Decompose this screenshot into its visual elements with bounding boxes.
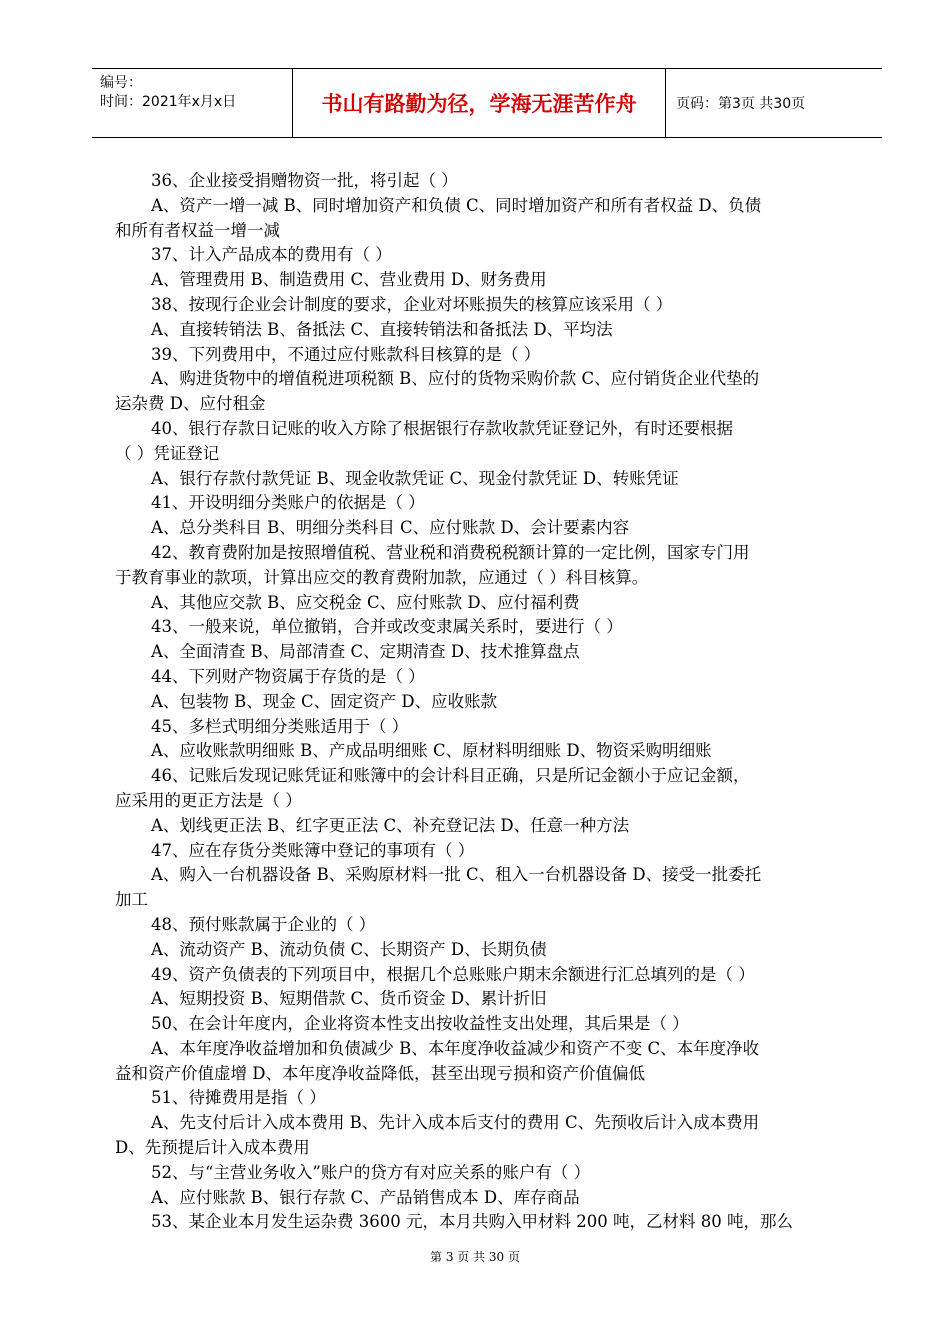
page-header [92,68,882,138]
text-line: A、全面清查 B、局部清查 C、定期清查 D、技术推算盘点 [151,642,580,662]
text-line: A、应收账款明细账 B、产成品明细账 C、原材料明细账 D、物资采购明细账 [151,741,712,761]
text-line: A、直接转销法 B、备抵法 C、直接转销法和备抵法 D、平均法 [151,319,613,339]
page-footer: 第 3 页 共 30 页 [430,1250,520,1264]
text-line: 51、待摊费用是指（ ） [151,1088,326,1108]
text-line: 42、教育费附加是按照增值税、营业税和消费税税额计算的一定比例，国家专门用 [151,542,750,562]
text-line: 48、预付账款属于企业的（ ） [151,914,376,934]
text-line: 41、开设明细分类账户的依据是（ ） [151,493,425,513]
time-label: 时间：2021年x月x日 [100,94,237,110]
text-line: D、先预提后计入成本费用 [115,1138,310,1158]
text-line: A、短期投资 B、短期借款 C、货币资金 D、累计折旧 [151,989,547,1009]
header-page-info: 页码：第3页 共30页 [676,96,806,112]
text-line: A、总分类科目 B、明细分类科目 C、应付账款 D、会计要素内容 [151,518,630,538]
text-line: 39、下列费用中，不通过应付账款科目核算的是（ ） [151,344,541,364]
text-line: A、应付账款 B、银行存款 C、产品销售成本 D、库存商品 [151,1187,580,1207]
text-line: 44、下列财产物资属于存货的是（ ） [151,666,425,686]
text-line: A、购进货物中的增值税进项税额 B、应付的货物采购价款 C、应付销货企业代垫的 [151,369,760,389]
text-line: A、包装物 B、现金 C、固定资产 D、应收账款 [151,691,498,711]
text-line: A、银行存款付款凭证 B、现金收款凭证 C、现金付款凭证 D、转账凭证 [151,468,679,488]
text-line: 52、与“主营业务收入”账户的贷方有对应关系的账户有（ ） [151,1162,591,1182]
text-line: A、先支付后计入成本费用 B、先计入成本后支付的费用 C、先预收后计入成本费用 [151,1113,760,1133]
document-body [115,169,860,1235]
text-line: 于教育事业的款项，计算出应交的教育费附加款，应通过（ ）科目核算。 [115,567,649,587]
text-line: A、本年度净收益增加和负债减少 B、本年度净收益减少和资产不变 C、本年度净收 [151,1038,760,1058]
text-line: 47、应在存货分类账簿中登记的事项有（ ） [151,840,475,860]
text-line: A、流动资产 B、流动负债 C、长期资产 D、长期负债 [151,939,547,959]
text-line: 应采用的更正方法是（ ） [115,790,302,810]
text-line: 49、资产负债表的下列项目中，根据几个总账账户期末余额进行汇总填列的是（ ） [151,964,755,984]
text-line: 和所有者权益一增一减 [115,220,280,240]
text-line: A、购入一台机器设备 B、采购原材料一批 C、租入一台机器设备 D、接受一批委托 [151,865,762,885]
text-line: 加工 [115,890,148,910]
text-line: 45、多栏式明细分类账适用于（ ） [151,716,409,736]
header-motto: 书山有路勤为径，学海无涯苦作舟 [292,69,666,137]
number-label: 编号： [100,75,142,91]
text-line: 53、某企业本月发生运杂费 3600 元，本月共购入甲材料 200 吨，乙材料 80 吨，那么 [151,1212,793,1232]
text-line: 50、在会计年度内，企业将资本性支出按收益性支出处理，其后果是（ ） [151,1014,689,1034]
header-meta [92,69,292,137]
text-line: A、管理费用 B、制造费用 C、营业费用 D、财务费用 [151,270,547,290]
text-line: A、划线更正法 B、红字更正法 C、补充登记法 D、任意一种方法 [151,815,630,835]
text-line: 43、一般来说，单位撤销，合并或改变隶属关系时，要进行（ ） [151,617,623,637]
text-line: （ ）凭证登记 [115,443,220,463]
text-line: 36、企业接受捐赠物资一批，将引起（ ） [151,171,458,190]
text-line: 运杂费 D、应付租金 [115,394,266,414]
text-line: A、资产一增一减 B、同时增加资产和负债 C、同时增加资产和所有者权益 D、负债 [151,195,762,215]
text-line: 益和资产价值虚增 D、本年度净收益降低，甚至出现亏损和资产价值偏低 [115,1063,645,1083]
text-line: A、其他应交款 B、应交税金 C、应付账款 D、应付福利费 [151,592,580,612]
text-line: 40、银行存款日记账的收入方除了根据银行存款收款凭证登记外，有时还要根据 [151,418,733,438]
text-line: 38、按现行企业会计制度的要求，企业对坏账损失的核算应该采用（ ） [151,294,673,314]
text-line: 37、计入产品成本的费用有（ ） [151,245,392,265]
text-line: 46、记账后发现记账凭证和账簿中的会计科目正确，只是所记金额小于应记金额， [151,766,750,786]
